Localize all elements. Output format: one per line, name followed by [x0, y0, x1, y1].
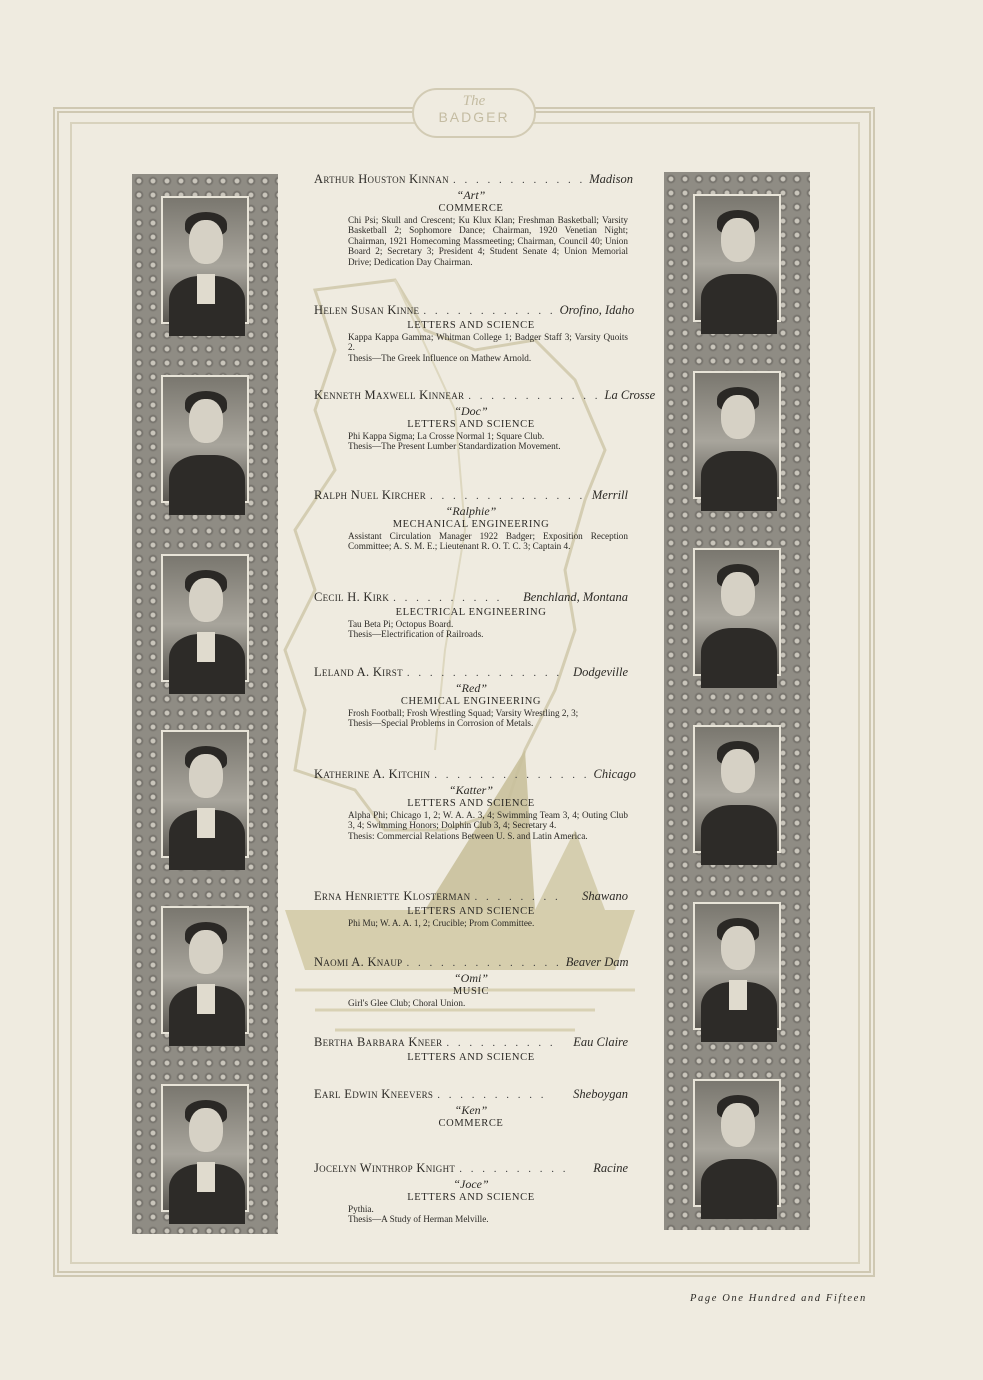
portrait-photo	[693, 194, 781, 322]
student-nickname: “Joce”	[453, 1177, 489, 1191]
portrait-photo	[693, 1079, 781, 1207]
student-hometown: Benchland, Montana	[523, 590, 628, 604]
student-course: MUSIC	[452, 986, 490, 997]
student-hometown: Madison	[589, 172, 633, 186]
student-thesis: Thesis—A Study of Herman Melville.	[348, 1214, 489, 1225]
student-nickname: “Doc”	[454, 404, 488, 418]
student-course: CHEMICAL ENGINEERING	[400, 696, 542, 707]
portrait-photo	[161, 554, 249, 682]
portrait-photo	[161, 906, 249, 1034]
student-course: LETTERS AND SCIENCE	[407, 419, 535, 430]
crest-title-text: BADGER	[438, 109, 510, 125]
entry-kirk: Cecil H. Kirk . . . . . . . . . . Benchland, Montana ELECTRICAL ENGINEERING Tau Beta Pi; Octopus Board. Thesis—Electrification of Railroads.	[314, 590, 628, 640]
entry-klosterman: Erna Henriette Klosterman . . . . . . . . Shawano LETTERS AND SCIENCE Phi Mu; W. A. A. 1, 2; Crucible; Prom Committee.	[314, 889, 628, 928]
student-name: Kenneth Maxwell Kinnear	[314, 388, 465, 402]
portrait-photo	[693, 725, 781, 853]
student-nickname: “Art”	[456, 188, 486, 202]
student-name: Bertha Barbara Kneer	[314, 1035, 443, 1049]
student-activities: Pythia.	[348, 1204, 374, 1214]
student-nickname: “Ralphie”	[445, 504, 497, 518]
student-course: LETTERS AND SCIENCE	[407, 798, 535, 809]
entry-kitchin: Katherine A. Kitchin . . . . . . . . . . . . . . Chicago “Katter” LETTERS AND SCIENCE Alpha Phi; Chicago 1, 2; W. A. A. 3, 4; Swimming Team 3, 4; Outing Club 3, 4; Swimming Honors; Dolphin Club 3, 4; Secretary 4. Thesis: Commercial Relations Between U. S. and Latin America.	[314, 767, 636, 841]
left-photo-column	[132, 174, 278, 1234]
student-name: Erna Henriette Klosterman	[314, 889, 471, 903]
portrait-photo	[693, 902, 781, 1030]
entry-knight: Jocelyn Winthrop Knight . . . . . . . . . . Racine “Joce” LETTERS AND SCIENCE Pythia. Thesis—A Study of Herman Melville.	[314, 1161, 628, 1225]
student-thesis: Thesis—The Present Lumber Standardization Movement.	[348, 441, 561, 452]
portrait-photo	[161, 196, 249, 324]
student-nickname: “Katter”	[448, 783, 493, 797]
student-hometown: Merrill	[591, 488, 628, 502]
badger-crest-logo	[412, 88, 536, 138]
entry-kneevers: Earl Edwin Kneevers . . . . . . . . . . Sheboygan “Ken” COMMERCE	[314, 1087, 628, 1129]
entry-kinne: Helen Susan Kinne . . . . . . . . . . . . Orofino, Idaho LETTERS AND SCIENCE Kappa Kappa Gamma; Whitman College 1; Badger Staff 3; Varsity Quoits 2. Thesis—The Greek Influence on Mathew Arnold.	[314, 303, 635, 363]
entry-kneer: Bertha Barbara Kneer . . . . . . . . . . Eau Claire LETTERS AND SCIENCE	[314, 1035, 628, 1063]
student-activities: Phi Kappa Sigma; La Crosse Normal 1; Square Club.	[348, 431, 545, 441]
student-hometown: Eau Claire	[573, 1035, 628, 1049]
entry-kinnan: Arthur Houston Kinnan . . . . . . . . . . . . Madison “Art” COMMERCE Chi Psi; Skull and Crescent; Ku Klux Klan; Freshman Basketball; Varsity Basketball 2; Sophomore Dance; Chairman, 1920 Venetian Night; Chairman, 1921 Homecoming Massmeeting; Chairman, Council 40; Union Board 2; Secretary 3; President 4; Student Senate 4; Union Memorial Drive; Dedication Day Chairman.	[314, 172, 633, 267]
entry-kircher: Ralph Nuel Kircher . . . . . . . . . . . . . . Merrill “Ralphie” MECHANICAL ENGINEERING Assistant Circulation Manager 1922 Badger; Exposition Reception Committee; A. S. M. E.; Lieutenant R. O. T. C. 3; Captain 4.	[314, 488, 628, 552]
student-hometown: Beaver Dam	[565, 955, 629, 969]
student-nickname: “Omi”	[453, 971, 488, 985]
page-number: Page One Hundred and Fifteen	[690, 1293, 867, 1304]
student-thesis: Thesis—Special Problems in Corrosion of Metals.	[348, 718, 534, 729]
student-name: Leland A. Kirst	[314, 665, 403, 679]
student-nickname: “Red”	[454, 681, 487, 695]
student-course: LETTERS AND SCIENCE	[407, 1052, 535, 1063]
student-name: Ralph Nuel Kircher	[314, 488, 427, 502]
student-name: Jocelyn Winthrop Knight	[314, 1161, 456, 1175]
student-activities: Alpha Phi; Chicago 1, 2; W. A. A. 3, 4; Swimming Team 3, 4; Outing Club 3, 4; Swimming Honors; Dolphin Club 3, 4; Secretary 4.	[348, 810, 628, 831]
student-name: Helen Susan Kinne	[314, 303, 420, 317]
student-course: LETTERS AND SCIENCE	[407, 1192, 535, 1203]
student-hometown: Orofino, Idaho	[559, 303, 635, 317]
student-hometown: La Crosse	[604, 388, 656, 402]
entry-knaup: Naomi A. Knaup . . . . . . . . . . . . . . Beaver Dam “Omi” MUSIC Girl's Glee Club; Choral Union.	[314, 955, 629, 1008]
student-hometown: Sheboygan	[573, 1087, 628, 1101]
student-name: Cecil H. Kirk	[314, 590, 390, 604]
student-course: LETTERS AND SCIENCE	[407, 906, 535, 917]
entry-kirst: Leland A. Kirst . . . . . . . . . . . . . . Dodgeville “Red” CHEMICAL ENGINEERING Frosh Football; Frosh Wrestling Squad; Varsity Wrestling 2, 3; Thesis—Special Problems in Corrosion of Metals.	[314, 665, 628, 729]
student-activities: Kappa Kappa Gamma; Whitman College 1; Badger Staff 3; Varsity Quoits 2.	[348, 332, 628, 353]
student-activities: Tau Beta Pi; Octopus Board.	[348, 619, 454, 629]
portrait-photo	[161, 1084, 249, 1212]
crest-the-text: The	[462, 93, 486, 109]
student-course: MECHANICAL ENGINEERING	[392, 519, 550, 530]
student-name: Naomi A. Knaup	[314, 955, 403, 969]
student-activities: Girl's Glee Club; Choral Union.	[348, 998, 466, 1008]
student-course: LETTERS AND SCIENCE	[407, 320, 535, 331]
student-thesis: Thesis—The Greek Influence on Mathew Arnold.	[348, 352, 532, 363]
student-activities: Assistant Circulation Manager 1922 Badger; Exposition Reception Committee; A. S. M. E.; Lieutenant R. O. T. C. 3; Captain 4.	[348, 531, 628, 552]
right-photo-column	[664, 172, 810, 1230]
student-activities: Frosh Football; Frosh Wrestling Squad; Varsity Wrestling 2, 3;	[348, 708, 579, 718]
student-course: COMMERCE	[438, 1118, 504, 1129]
student-hometown: Racine	[593, 1161, 628, 1175]
portrait-photo	[693, 371, 781, 499]
student-activities: Chi Psi; Skull and Crescent; Ku Klux Klan; Freshman Basketball; Varsity Basketball 2; Sophomore Dance; Chairman, 1920 Venetian Night; Chairman, 1921 Homecoming Massmeeting; Chairman, Council 40; Union Board 2; Secretary 3; President 4; Student Senate 4; Union Memorial Drive; Dedication Day Chairman.	[348, 215, 628, 267]
student-thesis: Thesis—Electrification of Railroads.	[348, 629, 484, 640]
student-hometown: Dodgeville	[573, 665, 628, 679]
student-course: COMMERCE	[438, 203, 504, 214]
student-activities: Phi Mu; W. A. A. 1, 2; Crucible; Prom Committee.	[348, 918, 535, 928]
student-hometown: Shawano	[582, 889, 628, 903]
student-thesis: Thesis: Commercial Relations Between U. S. and Latin America.	[348, 830, 588, 841]
student-name: Arthur Houston Kinnan	[314, 172, 449, 186]
portrait-photo	[161, 730, 249, 858]
student-hometown: Chicago	[593, 767, 636, 781]
student-course: ELECTRICAL ENGINEERING	[395, 607, 547, 618]
student-nickname: “Ken”	[454, 1103, 488, 1117]
student-name: Earl Edwin Kneevers	[314, 1087, 434, 1101]
student-name: Katherine A. Kitchin	[314, 767, 431, 781]
entry-kinnear: Kenneth Maxwell Kinnear . . . . . . . . . . . . La Crosse “Doc” LETTERS AND SCIENCE Phi Kappa Sigma; La Crosse Normal 1; Square Club. Thesis—The Present Lumber Standardization Movement.	[314, 388, 656, 452]
portrait-photo	[693, 548, 781, 676]
portrait-photo	[161, 375, 249, 503]
